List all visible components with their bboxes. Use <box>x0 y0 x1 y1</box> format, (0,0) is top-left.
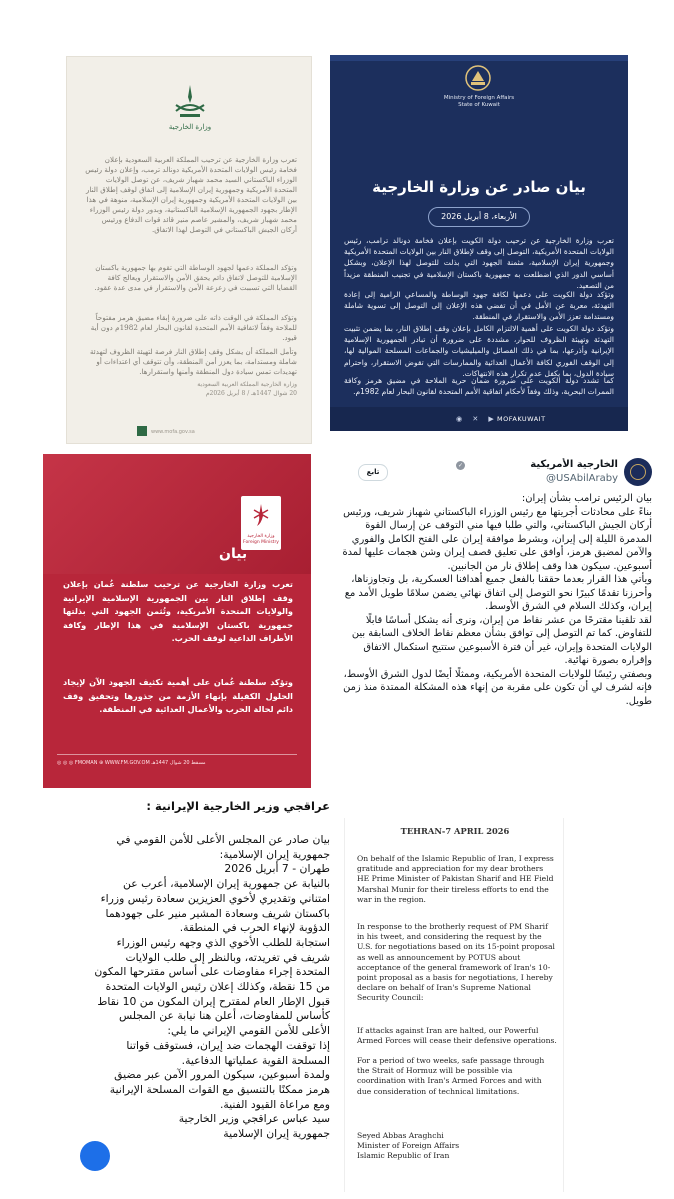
tweet-text: ويأتي هذا القرار بعدما حققنا بالفعل جميع أهدافنا العسكرية، بل وتجاوزناها، وأحرزنا تقدمًا كبيرًا نحو التوصل إلى اتفاق نهائي يضمن سلامًا طويل الأمد مع إيران، وكذلك السلام في الشرق الأوسط. <box>344 574 652 612</box>
kuwait-paragraph: تعرب وزارة الخارجية عن ترحيب دولة الكويت بإعلان فخامة دونالد ترامب، رئيس الولايات المتحدة الأمريكية، التوصل إلى وقف لإطلاق النار بين الولايات المتحدة الأمريكية وجمهورية إيران الإسلامية، مثمنة الجهود التي بذلت للتوصل لهذا الإعلان، وبشكل أساسي الدور الذي اضطلعت به جمهورية باكستان الإسلامية في تجنيب المنطقة مزيداً من التصعيد. <box>344 236 614 290</box>
letter-paragraph: In response to the brotherly request of PM Sharif in his tweet, and considering the request by the U.S. for negotiations based on its 15-point proposal as well as announcement by POTUS about acceptance of the general framework of Iran's 10-point proposal as a basis for negotiations, I hereby declare on behalf of Iran's Supreme National Security Council: <box>357 922 555 1003</box>
statement-line: طهران - 7 أبريل 2026 <box>224 862 330 876</box>
tweet-text: وبصفتي رئيسًا للولايات المتحدة الأمريكية، وممثلًا أيضًا لدول الشرق الأوسط، فإنه لشرف لي أن تكون على مقربة من إنهاء هذه المشكلة الممتدة منذ زمن طويل. <box>343 668 652 707</box>
kuwait-social-icons: ◉ ✕ ▶ <box>456 415 498 423</box>
oman-statement-image <box>43 454 311 788</box>
follow-button[interactable]: تابع <box>358 464 388 481</box>
statement-line: إذا توقفت الهجمات ضد إيران، فستوقف قواتنا المسلحة القوية عملياتها الدفاعية. <box>126 1038 330 1067</box>
kuwait-date: الأربعاء، 8 أبريل 2026 <box>428 207 530 227</box>
saudi-statement-image <box>66 56 312 444</box>
oman-footer-divider <box>57 754 297 755</box>
tweet-text: لقد تلقينا مقترحًا من عشر نقاط من إيران، ونرى أنه يشكل أساسًا قابلًا للتفاوض. كما تم التوصل إلى توافق بشأن معظم نقاط الخلاف السابقة بين الولايات المتحدة وإيران، غير أن فترة الأسبوعين ستتيح استكمال الاتفاق وإقراره بصورة نهائية. <box>351 614 652 666</box>
araghchi-english-letter <box>344 818 564 1192</box>
us-state-tweet <box>336 458 652 814</box>
tweet-author-name[interactable]: الخارجية الأمريكية <box>530 459 618 470</box>
letter-signature: Seyed Abbas Araghchi Minister of Foreign Affairs Islamic Republic of Iran <box>357 1131 460 1161</box>
oman-khanjar-icon <box>251 502 271 528</box>
letter-paragraph: On behalf of the Islamic Republic of Iran, I express gratitude and appreciation for my dear brothers HE Prime Minister of Pakistan Sharif and HE Field Marshal Munir for their tireless efforts to end the war in the region. <box>357 854 554 904</box>
kuwait-footer <box>330 407 628 431</box>
kuwait-paragraph: وتؤكد دولة الكويت على أهمية الالتزام الكامل بإعلان وقف إطلاق النار، بما يضمن تثبيت التهدئة وتهيئة الظروف للحوار، مشددة على ضرورة أن تبادر الجمهورية الإسلامية الإيرانية وأذرعها، بما في ذلك الفصائل والميليشيات والجماعات المسلحة الموالية لها، إلى الوقف الفوري لكافة الأعمال العدائية والممارسات التي تقوض الاستقرار، واحترام سيادة الدول، بما يكفل عدم تكرار هذه الانتهاكات. <box>344 324 614 378</box>
statement-line: جمهورية إيران الإسلامية <box>223 1127 330 1141</box>
oman-logo-text: وزارة الخارجية Foreign Ministry <box>243 534 279 545</box>
araghchi-arabic-statement <box>90 799 330 1189</box>
oman-paragraph: تعرب وزارة الخارجية عن ترحيب سلطنة عُمان بإعلان وقف إطلاق النار بين الجمهورية الإسلامية الإيرانية والولايات المتحدة الأمريكية، وتُثمن الجهود التي بذلتها جمهورية باكستان الإسلامية في هذا الإطار وكافة الأطراف الداعية لوقف الحرب. <box>63 579 293 643</box>
tweet-text: بيان الرئيس ترامب بشأن إيران: <box>521 493 652 504</box>
saudi-paragraph: وتؤكد المملكة في الوقت ذاته على ضرورة إبقاء مضيق هرمز مفتوحاً للملاحة وفقاً لاتفاقية الأمم المتحدة لقانون البحار لعام 1982م دون أية قيود. <box>90 313 297 342</box>
oman-paragraph: وتؤكد سلطنة عُمان على أهمية تكثيف الجهود الآن لإيجاد الحلول الكفيلة بإنهاء الأزمة من جذورها وتحقيق وقف دائم لحالة الحرب والأعمال العدائية في المنطقة. <box>63 677 293 714</box>
statement-line: ولمدة أسبوعين، سيكون المرور الآمن عبر مضيق هرمز ممكنًا بالتنسيق مع القوات المسلحة الإيرانية ومع مراعاة القيود الفنية. <box>109 1068 330 1111</box>
letter-paragraph: For a period of two weeks, safe passage through the Strait of Hormuz will be possible via coordination with Iran's Armed Forces and with due consideration of technical limitations. <box>357 1056 545 1096</box>
kuwait-statement-image <box>330 55 628 431</box>
saudi-website: www.mofa.gov.sa <box>151 429 195 435</box>
letter-heading: TEHRAN-7 APRIL 2026 <box>400 826 510 836</box>
saudi-signature: وزارة الخارجية المملكة العربية السعودية 20 شوال 1447هـ / 8 أبريل 2026م <box>197 381 297 397</box>
kuwait-ministry-name: Ministry of Foreign Affairs State of Kuwait <box>443 95 515 108</box>
oman-footer: ◎ ◎ ◎ FMOMAN ⊕ WWW.FM.GOV.OM مسقط 20 شوال 1447هـ <box>57 760 206 766</box>
floating-action-button[interactable] <box>80 1141 110 1171</box>
statement-line: بالنيابة عن جمهورية إيران الإسلامية، أعرب عن امتناني وتقديري لأخوي العزيزين سعادة رئيس وزراء باكستان شريف وسعادة المشير منير على جهودهما الدؤوبة لإنهاء الحرب في المنطقة. <box>100 877 330 935</box>
oman-title: بيان <box>219 546 248 562</box>
saudi-ministry-name: وزارة الخارجية <box>168 123 212 131</box>
kuwait-title: بيان صادر عن وزارة الخارجية <box>372 178 586 196</box>
kuwait-handle: MOFAKUWAIT <box>497 415 546 423</box>
statement-line: بيان صادر عن المجلس الأعلى للأمن القومي في جمهورية إيران الإسلامية: <box>116 833 330 861</box>
kuwait-paragraph: كما تشدد دولة الكويت على ضرورة ضمان حرية الملاحة في مضيق هرمز وكافة الممرات البحرية، وذلك وفقاً لأحكام اتفاقية الأمم المتحدة لقانون البحار لعام 1982م. <box>344 376 614 397</box>
kuwait-paragraph: وتؤكد دولة الكويت على دعمها لكافة جهود الوساطة والمساعي الرامية إلى إعادة التهدئة، معربة عن الأمل في أن تفضي هذه الإعلان إلى التوصل إلى تسوية شاملة ومستدامة تعزز الأمن والاستقرار في المنطقة. <box>344 290 614 322</box>
tweet-author-handle[interactable]: @USAbilAraby <box>546 473 618 484</box>
verified-badge-icon: ✓ <box>457 462 464 469</box>
araghchi-arabic-body <box>90 833 330 1142</box>
tweet-body <box>336 492 652 708</box>
saudi-emblem-icon <box>168 81 212 121</box>
kuwait-top-bar <box>330 55 628 61</box>
saudi-logo-mark <box>137 426 147 436</box>
statement-line: سيد عباس عراقجي وزير الخارجية <box>178 1112 330 1126</box>
saudi-paragraph: تعرب وزارة الخارجية عن ترحيب المملكة العربية السعودية بإعلان فخامة رئيس الولايات المتحدة الأمريكية دونالد ترمب، وإعلان دولة رئيس الوزراء الباكستاني السيد محمد شهباز شريف، عن توصل الولايات المتحدة الأمريكية وجمهورية إيران الإسلامية إلى اتفاق لوقف إطلاق النار بين الولايات المتحدة الأمريكية وجمهورية إيران الإسلامية، منوهة في هذا الإطار بجهود الجمهورية الإسلامية الباكستانية، وبدور دولة رئيس الوزراء محمد شهباز شريف، والمشير عاصم منير قائد قوات الدفاع ورئيس أركان الجيش الباكستاني في التوصل لهذا الاتفاق. <box>85 155 297 234</box>
saudi-paragraph: وتؤكد المملكة دعمها لجهود الوساطة التي تقوم بها جمهورية باكستان الإسلامية للتوصل لاتفاق دائم يحقق الأمن والاستقرار ويعالج كافة القضايا التي تسببت في زعزعة الأمن والاستقرار في مدى عدة عقود. <box>94 263 297 292</box>
avatar[interactable] <box>624 458 652 486</box>
post-heading: عراقجي وزير الخارجية الإيرانية : <box>146 799 330 813</box>
saudi-paragraph: وتأمل المملكة أن يشكل وقف إطلاق النار فرصة لتهيئة الظروف لتهدئة شاملة ومستدامة، بما يعزز أمن المنطقة، وأن تتوقف أي اعتداءات أو تهديدات تمس سيادة دول المنطقة وأمنها واستقرارها. <box>89 347 297 376</box>
statement-line: استجابة للطلب الأخوي الذي وجهه رئيس الوزراء شريف في تغريدته، وبالنظر إلى طلب الولايات المتحدة إجراء مفاوضات على أساس مقترحها المكون من 15 نقطة، وكذلك إعلان رئيس الولايات المتحدة قبول الإطار العام لمقترح إيران المكون من 10 نقاط كأساس للمفاوضات، أعلن هنا نيابة عن المجلس الأعلى للأمن القومي الإيراني ما يلي: <box>94 935 330 1038</box>
tweet-text: بناءً على محادثات أجريتها مع رئيس الوزراء الباكستاني شهباز شريف، ورئيس أركان الجيش الباكستاني، والتي طلبا فيها مني التوقف عن إرسال القوة المدمرة الليلة إلى إيران، وبشرط موافقة إيران على الفتح الكامل والفوري والآمن لمضيق هرمز، أوافق على تعليق قصف إيران وشن هجمات عليها لمدة أسبوعين. سيكون هذا وقف إطلاق نار من الجانبين. <box>342 506 652 572</box>
letter-paragraph: If attacks against Iran are halted, our Powerful Armed Forces will cease their defensive operations. <box>357 1026 557 1046</box>
kuwait-emblem-icon <box>462 63 494 93</box>
